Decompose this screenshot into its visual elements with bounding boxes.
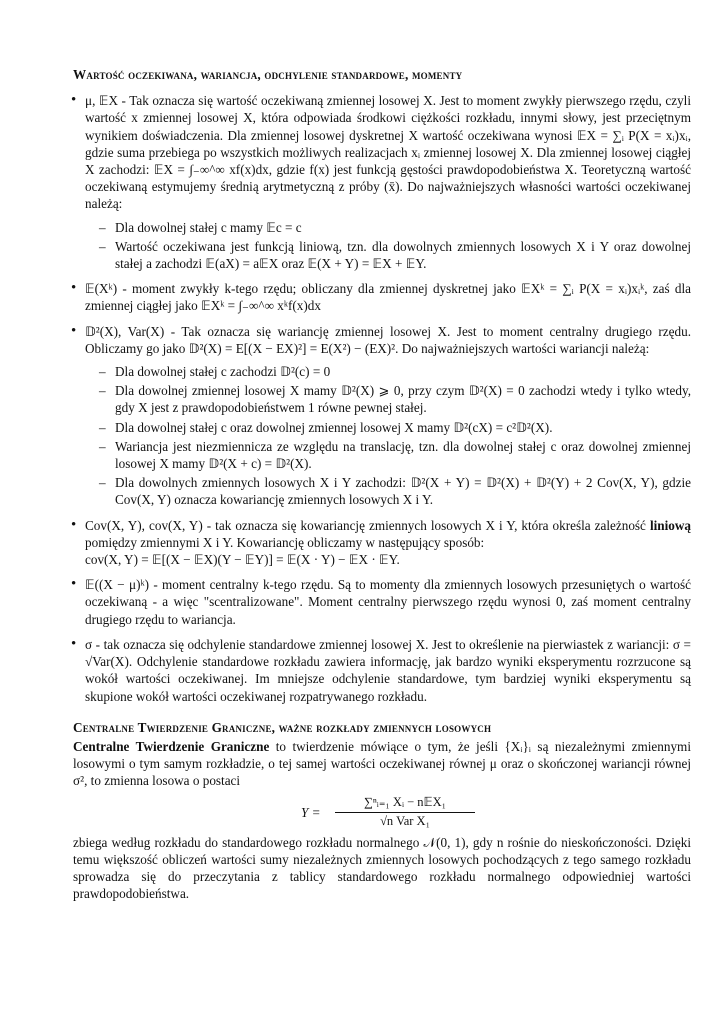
clt-bold-term: Centralne Twierdzenie Graniczne xyxy=(73,738,270,754)
list-item-raw-moment xyxy=(73,280,691,314)
covariance-formula: cov(X, Y) = 𝔼[(X − 𝔼X)(Y − 𝔼Y)] = 𝔼(X · Y) − 𝔼X · 𝔼Y. xyxy=(85,552,400,568)
list-item-expected-value xyxy=(73,92,691,272)
moments-list xyxy=(73,92,691,705)
ev-properties-list xyxy=(85,219,691,273)
section-heading-clt: Centralne Twierdzenie Graniczne, ważne rozkłady zmiennych losowych xyxy=(73,719,492,735)
variance-text: 𝔻²(X), Var(X) - Tak oznacza się wariancję zmiennej losowej X. Jest to moment centralny drugiego rzędu. Obliczamy go jako 𝔻²(X) = E[(X − EX)²] = E(X²) − (EX)². Do najważniejszych wartości wariancji należą: xyxy=(85,323,691,356)
raw-moment-text: 𝔼(Xᵏ) - moment zwykły k-tego rzędu; obliczany dla zmiennej dyskretnej jako 𝔼Xᵏ = ∑ᵢ P(X = xᵢ)xᵢᵏ, zaś dla zmiennej ciągłej jako 𝔼Xᵏ = ∫₋∞^∞ xᵏf(x)dx xyxy=(85,281,691,314)
variance-property-item: – Dla dowolnych zmiennych losowych X i Y zachodzi: 𝔻²(X + Y) = 𝔻²(X) + 𝔻²(Y) + 2 Cov(X, Y), gdzie Cov(X, Y) oznacza kowariancję zmiennych losowych X i Y. xyxy=(85,474,691,508)
section-heading-moments: Wartość oczekiwana, wariancja, odchylenie standardowe, momenty xyxy=(73,67,463,82)
ev-property-item: – Wartość oczekiwana jest funkcją liniową, tzn. dla dowolnych zmiennych losowych X i Y oraz dowolnej stałej a zachodzi 𝔼(aX) = a𝔼X oraz 𝔼(X + Y) = 𝔼X + 𝔼Y. xyxy=(85,238,691,272)
variance-properties-list xyxy=(85,363,691,509)
variance-property-item: – Dla dowolnej stałej c oraz dowolnej zmiennej losowej X mamy 𝔻²(cX) = c²𝔻²(X). xyxy=(85,419,691,436)
formula-lhs: Y = xyxy=(301,804,321,820)
std-dev-text: σ - tak oznacza się odchylenie standardowe zmiennej losowej X. Jest to określenie na pierwiastek z wariancji: σ = √Var(X). Odchylenie standardowe rozkładu zawiera informację, jak bardzo wyniki eksperymentu rozrzucone są wokół wartości oczekiwanej. Im mniejsze odchylenie standardowe, tym bardziej wyniki eksperymentu są skupione wokół wartości oczekiwanej rozpatrywanego rozkładu. xyxy=(85,636,691,704)
clt-paragraph xyxy=(73,738,691,790)
list-item-central-moment xyxy=(73,576,691,628)
list-item-variance xyxy=(73,323,691,509)
document-page xyxy=(73,66,691,902)
clt-lead-text: to twierdzenie mówiące o tym, że jeśli {Xᵢ}ᵢ są niezależnymi zmiennymi losowymi o tym samym rozkładzie, o tej samej wartości oczekiwanej równej μ oraz o skończonej wariancji równej σ², to zmienna losowa o postaci xyxy=(73,738,691,789)
clt-formula xyxy=(73,794,691,830)
variance-property-item: – Dla dowolnej stałej c zachodzi 𝔻²(c) = 0 xyxy=(85,363,691,380)
formula-fraction xyxy=(335,794,475,830)
variance-property-item: – Wariancja jest niezmiennicza ze względu na translację, tzn. dla dowolnej stałej c oraz dowolnej zmiennej losowej X mamy 𝔻²(X + c) = 𝔻²(X). xyxy=(85,438,691,472)
list-item-std-dev xyxy=(73,636,691,705)
variance-property-item: – Dla dowolnej zmiennej losowej X mamy 𝔻²(X) ⩾ 0, przy czym 𝔻²(X) = 0 zachodzi wtedy i tylko wtedy, gdy X jest z prawdopodobieństwem 1 równe pewnej stałej. xyxy=(85,382,691,416)
list-item-covariance xyxy=(73,517,691,569)
expected-value-text: μ, 𝔼X - Tak oznacza się wartość oczekiwaną zmiennej losowej X. Jest to moment zwykły pierwszego rzędu, czyli wartość x zmiennej losowej X, która odpowiada środkowi ciężkości rozkładu, innymi słowy, jest przeciętnym wynikiem doświadczenia. Dla zmiennej losowej dyskretnej X wartość oczekiwana wynosi 𝔼X = ∑ᵢ P(X = xᵢ)xᵢ, gdzie suma przebiega po wszystkich możliwych realizacjach xᵢ zmiennej losowej X. Dla zmiennej losowej ciągłej X zachodzi: 𝔼X = ∫₋∞^∞ xf(x)dx, gdzie f(x) jest funkcją gęstości prawdopodobieństwa X. Teoretyczną wartość oczekiwaną estymujemy średnią arytmetyczną z próby (x̄). Do najważniejszych własności wartości oczekiwanej należą: xyxy=(85,93,691,212)
central-moment-text: 𝔼((X − μ)ᵏ) - moment centralny k-tego rzędu. Są to momenty dla zmiennych losowych przesuniętych o wartość oczekiwaną - a więc "scentralizowane". Moment centralny pierwszego rzędu wynosi 0, zaś moment centralny drugiego rzędu to wariancja. xyxy=(85,577,691,627)
formula-denominator: √n Var X₁ xyxy=(380,813,430,828)
covariance-text-rest: pomiędzy zmiennymi X i Y. Kowariancję obliczamy w następujący sposób: xyxy=(85,534,485,550)
ev-property-item: – Dla dowolnej stałej c mamy 𝔼c = c xyxy=(85,219,691,236)
covariance-bold-term: liniową xyxy=(649,517,691,533)
clt-conclusion-paragraph: zbiega według rozkładu do standardowego rozkładu normalnego 𝒩(0, 1), gdy n rośnie do nieskończoności. Dzięki temu większość obliczeń wartości sumy niezależnych zmiennych losowych pochodzących z tego samego rozkładu sprowadza się do przeczytania z tablicy standardowego rozkładu normalnego odpowiedniej wartości prawdopodobieństwa. xyxy=(73,834,691,902)
covariance-text: Cov(X, Y), cov(X, Y) - tak oznacza się kowariancję zmiennych losowych X i Y, która określa zależność xyxy=(85,517,646,533)
formula-numerator: ∑ⁿᵢ₌₁ Xᵢ − n𝔼X₁ xyxy=(335,794,475,813)
